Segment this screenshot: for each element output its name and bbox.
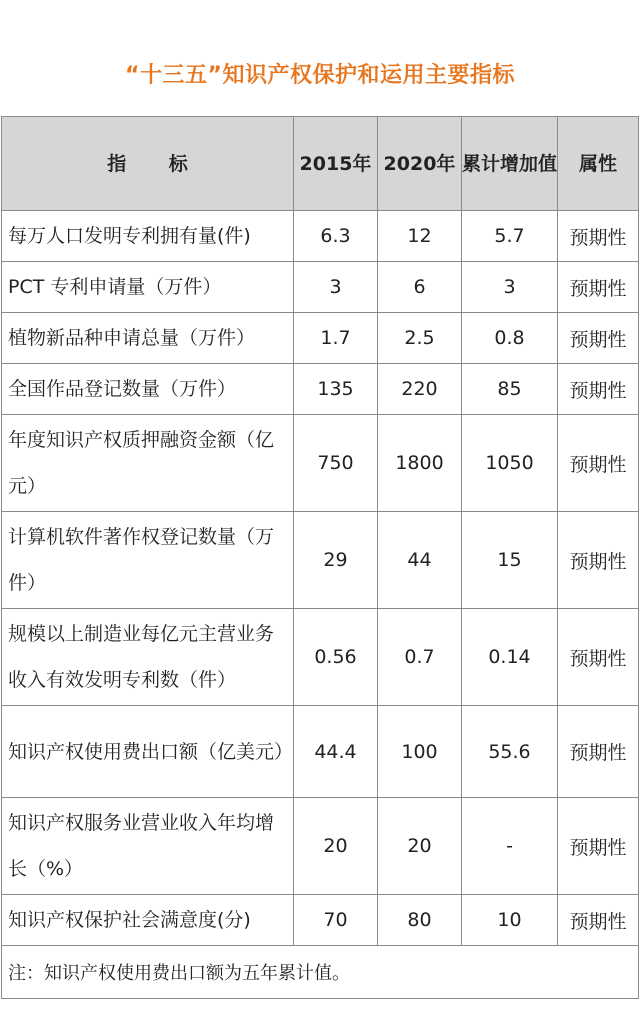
table-row [2,609,639,706]
value-2020: 100 [378,706,462,798]
value-increase: 0.8 [462,313,558,364]
value-increase: 85 [462,364,558,415]
indicator-name: PCT 专利申请量（万件） [2,262,294,313]
value-2020: 12 [378,211,462,262]
value-2020: 0.7 [378,609,462,706]
value-increase: - [462,798,558,895]
table-row [2,313,639,364]
indicator-name: 年度知识产权质押融资金额（亿元） [2,415,294,512]
indicator-name: 全国作品登记数量（万件） [2,364,294,415]
value-increase: 15 [462,512,558,609]
table-row [2,512,639,609]
page-title: “十三五”知识产权保护和运用主要指标 [125,63,515,88]
table-row [2,798,639,895]
value-attribute: 预期性 [558,262,639,313]
value-2015: 29 [294,512,378,609]
value-2015: 750 [294,415,378,512]
table-header-row [2,117,639,211]
value-attribute: 预期性 [558,313,639,364]
value-2015: 0.56 [294,609,378,706]
value-increase: 10 [462,895,558,946]
value-2015: 6.3 [294,211,378,262]
value-attribute: 预期性 [558,798,639,895]
value-increase: 5.7 [462,211,558,262]
indicator-name: 知识产权保护社会满意度(分) [2,895,294,946]
indicator-name: 每万人口发明专利拥有量(件) [2,211,294,262]
value-increase: 3 [462,262,558,313]
value-2020: 2.5 [378,313,462,364]
value-attribute: 预期性 [558,364,639,415]
indicator-name: 知识产权使用费出口额（亿美元） [2,706,294,798]
value-attribute: 预期性 [558,895,639,946]
table-row [2,211,639,262]
table-note: 注：知识产权使用费出口额为五年累计值。 [2,946,639,999]
indicator-name: 植物新品种申请总量（万件） [2,313,294,364]
indicator-name: 规模以上制造业每亿元主营业务收入有效发明专利数（件） [2,609,294,706]
value-2015: 44.4 [294,706,378,798]
header-indicator: 指 标 [2,117,294,211]
value-increase: 55.6 [462,706,558,798]
value-attribute: 预期性 [558,706,639,798]
table-row [2,895,639,946]
value-attribute: 预期性 [558,415,639,512]
header-2015: 2015年 [294,117,378,211]
header-increase: 累计增加值 [462,117,558,211]
table-row [2,415,639,512]
table-row [2,364,639,415]
value-2020: 20 [378,798,462,895]
value-2015: 1.7 [294,313,378,364]
value-attribute: 预期性 [558,609,639,706]
value-2015: 3 [294,262,378,313]
value-2020: 80 [378,895,462,946]
note-row [2,946,639,999]
table-row [2,262,639,313]
value-attribute: 预期性 [558,211,639,262]
value-2015: 135 [294,364,378,415]
header-2020: 2020年 [378,117,462,211]
value-2020: 220 [378,364,462,415]
value-2015: 20 [294,798,378,895]
value-2015: 70 [294,895,378,946]
table-row [2,706,639,798]
value-2020: 6 [378,262,462,313]
indicator-name: 知识产权服务业营业收入年均增长（%） [2,798,294,895]
header-attribute: 属性 [558,117,639,211]
value-attribute: 预期性 [558,512,639,609]
indicator-name: 计算机软件著作权登记数量（万件） [2,512,294,609]
value-increase: 1050 [462,415,558,512]
indicators-table [1,116,639,999]
value-2020: 44 [378,512,462,609]
value-2020: 1800 [378,415,462,512]
value-increase: 0.14 [462,609,558,706]
